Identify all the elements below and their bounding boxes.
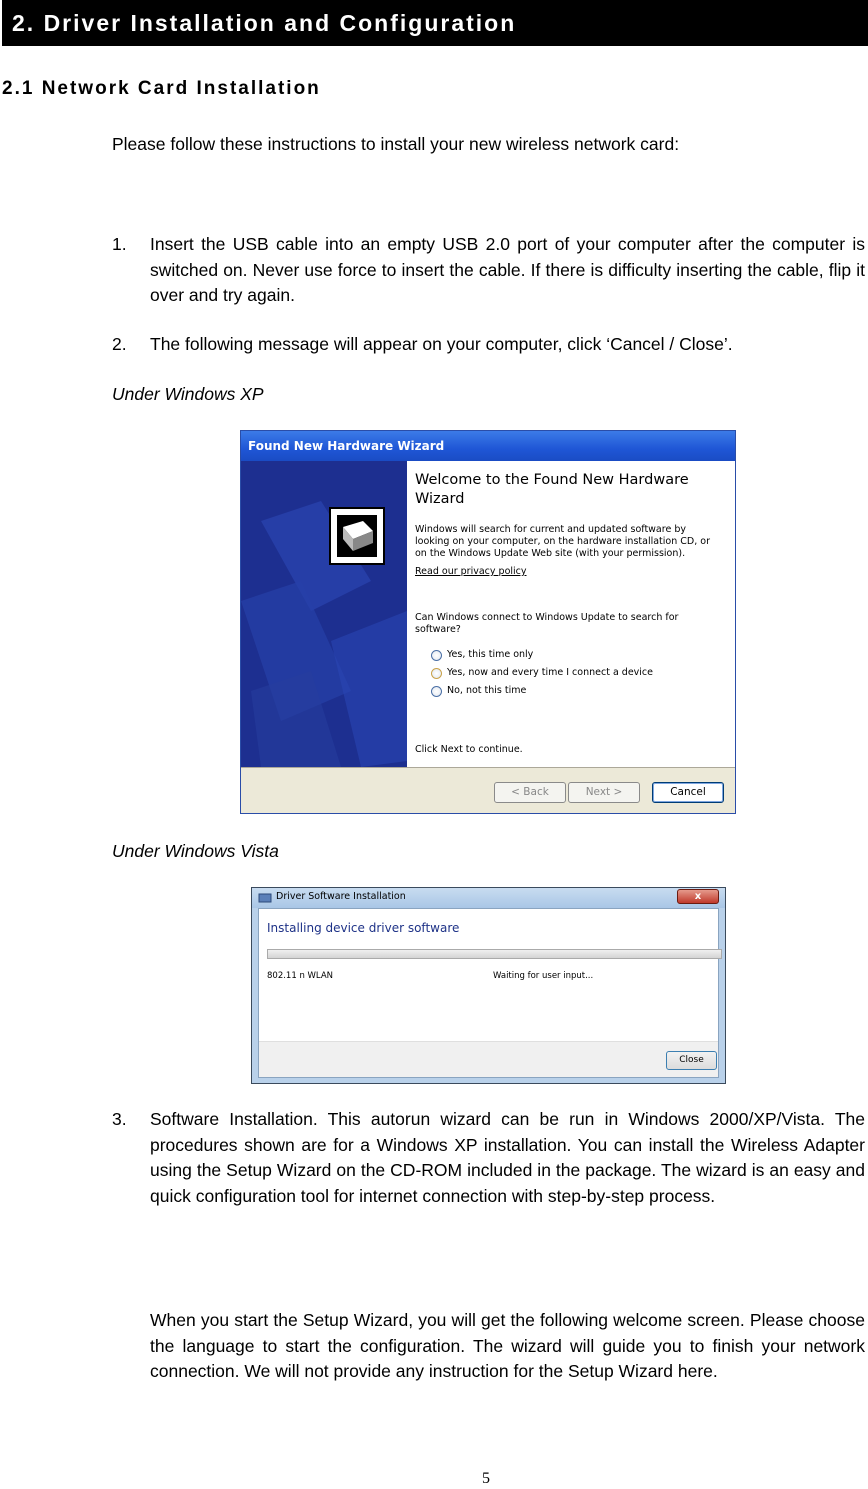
step-3-number: 3. <box>112 1109 127 1129</box>
step-1-number: 1. <box>112 234 127 254</box>
radio-icon[interactable] <box>431 686 442 697</box>
chapter-title: 2. Driver Installation and Configuration <box>2 0 868 46</box>
hardware-icon <box>329 507 385 565</box>
option-no-not-this-time[interactable] <box>431 685 526 697</box>
option-label: Yes, this time only <box>447 649 534 660</box>
install-status: Waiting for user input... <box>493 971 594 981</box>
xp-wizard-sidebar <box>241 461 407 767</box>
option-label: No, not this time <box>447 685 527 696</box>
option-yes-this-time[interactable] <box>431 649 533 661</box>
vista-dialog-footer <box>259 1041 718 1077</box>
radio-icon[interactable] <box>431 668 442 679</box>
next-button[interactable]: Next > <box>568 782 640 803</box>
option-label: Yes, now and every time I connect a device <box>447 667 653 678</box>
xp-wizard-heading: Welcome to the Found New Hardware Wizard <box>415 472 689 507</box>
xp-wizard-screenshot <box>240 430 736 814</box>
cancel-button[interactable]: Cancel <box>652 782 724 803</box>
vista-dialog-body <box>258 908 719 1078</box>
step-1-text: Insert the USB cable into an empty USB 2.0 port of your computer after the computer is switched on. Never use force to insert the cable. If there is difficulty inserting the cable, flip it over and try again. <box>150 234 865 305</box>
vista-dialog-screenshot <box>251 887 726 1084</box>
driver-icon <box>258 892 272 904</box>
setup-wizard-paragraph: When you start the Setup Wizard, you will get the following welcome screen. Please choose the language to start the configuration. The wizard will guide you to finish your network connection. We will not provide any instruction for the Setup Wizard here. <box>150 1310 865 1381</box>
back-button[interactable]: < Back <box>494 782 566 803</box>
vista-dialog-title: Driver Software Installation <box>276 891 406 902</box>
progress-bar <box>267 949 722 959</box>
xp-wizard-question: Can Windows connect to Windows Update to search for software? <box>415 612 679 635</box>
privacy-policy-link[interactable]: Read our privacy policy <box>415 566 527 577</box>
step-2-number: 2. <box>112 334 127 354</box>
xp-wizard-footer-text: Click Next to continue. <box>415 744 523 755</box>
radio-icon[interactable] <box>431 650 442 661</box>
caption-windows-vista: Under Windows Vista <box>112 841 279 861</box>
section-title: 2.1 Network Card Installation <box>2 78 321 99</box>
step-3-text: Software Installation. This autorun wizard can be run in Windows 2000/XP/Vista. The procedures shown are for a Windows XP installation. You can install the Wireless Adapter using the Setup Wizard on the CD-ROM included in the package. The wizard is an easy and quick configuration tool for internet connection with step-by-step process. <box>150 1109 865 1206</box>
step-2-text: The following message will appear on your computer, click ‘Cancel / Close’. <box>150 334 733 354</box>
option-yes-every-time[interactable] <box>431 667 653 679</box>
xp-wizard-button-bar <box>241 767 735 813</box>
xp-wizard-body: Windows will search for current and updated software by looking on your computer, on the hardware installation CD, or on the Windows Update Web site (with your permission). <box>415 524 710 559</box>
intro-text: Please follow these instructions to install your new wireless network card: <box>112 134 680 154</box>
close-button[interactable]: Close <box>666 1051 717 1070</box>
close-icon[interactable]: x <box>677 889 719 904</box>
caption-windows-xp: Under Windows XP <box>112 384 264 404</box>
vista-title-bar <box>252 888 725 908</box>
device-name: 802.11 n WLAN <box>267 971 334 981</box>
xp-wizard-title: Found New Hardware Wizard <box>241 431 735 461</box>
page-number: 5 <box>482 1470 490 1487</box>
vista-dialog-heading: Installing device driver software <box>267 921 460 935</box>
